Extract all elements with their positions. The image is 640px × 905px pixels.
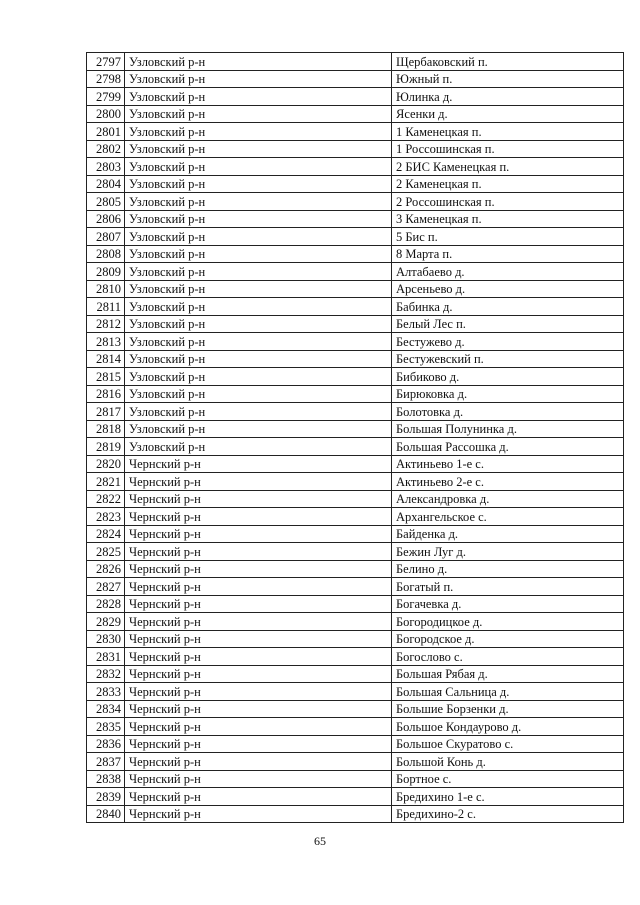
row-number: 2836 [87, 735, 125, 753]
settlement-cell: Щербаковский п. [392, 53, 624, 71]
table-row [87, 88, 624, 106]
table-row [87, 718, 624, 736]
settlement-cell: Южный п. [392, 70, 624, 88]
district-cell: Чернский р-н [125, 473, 392, 491]
table-row [87, 613, 624, 631]
settlement-cell: Бортное с. [392, 770, 624, 788]
table-row [87, 315, 624, 333]
settlement-cell: 2 БИС Каменецкая п. [392, 158, 624, 176]
table-row [87, 403, 624, 421]
table-row [87, 788, 624, 806]
settlement-cell: Большая Рябая д. [392, 665, 624, 683]
row-number: 2825 [87, 543, 125, 561]
settlement-cell: 5 Бис п. [392, 228, 624, 246]
district-cell: Узловский р-н [125, 315, 392, 333]
table-row [87, 578, 624, 596]
district-cell: Узловский р-н [125, 333, 392, 351]
table-row [87, 455, 624, 473]
district-cell: Узловский р-н [125, 368, 392, 386]
settlement-cell: Арсеньево д. [392, 280, 624, 298]
table-body [87, 53, 624, 823]
row-number: 2807 [87, 228, 125, 246]
settlement-cell: Большой Конь д. [392, 753, 624, 771]
table-row [87, 543, 624, 561]
district-cell: Чернский р-н [125, 613, 392, 631]
table-row [87, 438, 624, 456]
settlement-cell: Юлинка д. [392, 88, 624, 106]
row-number: 2814 [87, 350, 125, 368]
row-number: 2813 [87, 333, 125, 351]
table-row [87, 648, 624, 666]
district-cell: Узловский р-н [125, 298, 392, 316]
row-number: 2824 [87, 525, 125, 543]
row-number: 2808 [87, 245, 125, 263]
district-cell: Узловский р-н [125, 350, 392, 368]
district-cell: Узловский р-н [125, 403, 392, 421]
table-row [87, 770, 624, 788]
settlement-cell: 3 Каменецкая п. [392, 210, 624, 228]
settlement-cell: Болотовка д. [392, 403, 624, 421]
table-row [87, 700, 624, 718]
district-cell: Узловский р-н [125, 438, 392, 456]
row-number: 2812 [87, 315, 125, 333]
district-cell: Чернский р-н [125, 718, 392, 736]
district-cell: Чернский р-н [125, 508, 392, 526]
settlement-cell: Богородское д. [392, 630, 624, 648]
row-number: 2831 [87, 648, 125, 666]
district-cell: Узловский р-н [125, 175, 392, 193]
table-row [87, 473, 624, 491]
row-number: 2830 [87, 630, 125, 648]
district-cell: Узловский р-н [125, 158, 392, 176]
settlement-cell: Архангельское с. [392, 508, 624, 526]
district-cell: Узловский р-н [125, 88, 392, 106]
row-number: 2834 [87, 700, 125, 718]
table-row [87, 158, 624, 176]
row-number: 2815 [87, 368, 125, 386]
settlement-cell: Актиньево 2-е с. [392, 473, 624, 491]
district-cell: Чернский р-н [125, 700, 392, 718]
table-row [87, 508, 624, 526]
table-row [87, 140, 624, 158]
row-number: 2829 [87, 613, 125, 631]
settlement-cell: Богородицкое д. [392, 613, 624, 631]
row-number: 2820 [87, 455, 125, 473]
district-cell: Чернский р-н [125, 770, 392, 788]
district-cell: Узловский р-н [125, 140, 392, 158]
settlement-cell: Белый Лес п. [392, 315, 624, 333]
row-number: 2835 [87, 718, 125, 736]
settlement-cell: Бежин Луг д. [392, 543, 624, 561]
settlement-cell: Бибиково д. [392, 368, 624, 386]
row-number: 2821 [87, 473, 125, 491]
row-number: 2823 [87, 508, 125, 526]
district-cell: Узловский р-н [125, 280, 392, 298]
district-cell: Узловский р-н [125, 263, 392, 281]
district-cell: Узловский р-н [125, 123, 392, 141]
district-cell: Узловский р-н [125, 70, 392, 88]
district-cell: Чернский р-н [125, 735, 392, 753]
table-row [87, 490, 624, 508]
row-number: 2840 [87, 805, 125, 823]
settlement-cell: Бабинка д. [392, 298, 624, 316]
settlements-table [86, 52, 624, 823]
row-number: 2804 [87, 175, 125, 193]
settlement-cell: Бирюковка д. [392, 385, 624, 403]
settlement-cell: Большое Кондаурово д. [392, 718, 624, 736]
table-row [87, 175, 624, 193]
table-row [87, 70, 624, 88]
row-number: 2809 [87, 263, 125, 281]
district-cell: Чернский р-н [125, 648, 392, 666]
settlement-cell: Бредихино-2 с. [392, 805, 624, 823]
district-cell: Чернский р-н [125, 595, 392, 613]
district-cell: Чернский р-н [125, 630, 392, 648]
table-row [87, 595, 624, 613]
district-cell: Чернский р-н [125, 683, 392, 701]
district-cell: Узловский р-н [125, 385, 392, 403]
district-cell: Чернский р-н [125, 543, 392, 561]
settlement-cell: 8 Марта п. [392, 245, 624, 263]
table-row [87, 298, 624, 316]
row-number: 2833 [87, 683, 125, 701]
table-row [87, 368, 624, 386]
settlement-cell: Богачевка д. [392, 595, 624, 613]
row-number: 2828 [87, 595, 125, 613]
table-row [87, 560, 624, 578]
district-cell: Узловский р-н [125, 210, 392, 228]
table-row [87, 53, 624, 71]
row-number: 2827 [87, 578, 125, 596]
district-cell: Чернский р-н [125, 490, 392, 508]
row-number: 2806 [87, 210, 125, 228]
table-row [87, 333, 624, 351]
settlement-cell: Актиньево 1-е с. [392, 455, 624, 473]
row-number: 2838 [87, 770, 125, 788]
row-number: 2811 [87, 298, 125, 316]
table-row [87, 263, 624, 281]
row-number: 2797 [87, 53, 125, 71]
settlement-cell: Бредихино 1-е с. [392, 788, 624, 806]
table-row [87, 280, 624, 298]
settlement-cell: Белино д. [392, 560, 624, 578]
row-number: 2839 [87, 788, 125, 806]
district-cell: Чернский р-н [125, 805, 392, 823]
settlement-cell: Большая Рассошка д. [392, 438, 624, 456]
district-cell: Узловский р-н [125, 245, 392, 263]
row-number: 2805 [87, 193, 125, 211]
table-row [87, 525, 624, 543]
settlement-cell: Ясенки д. [392, 105, 624, 123]
district-cell: Узловский р-н [125, 105, 392, 123]
table-row [87, 228, 624, 246]
row-number: 2819 [87, 438, 125, 456]
table-row [87, 245, 624, 263]
row-number: 2816 [87, 385, 125, 403]
row-number: 2837 [87, 753, 125, 771]
settlement-cell: Большая Полунинка д. [392, 420, 624, 438]
table-row [87, 210, 624, 228]
row-number: 2818 [87, 420, 125, 438]
table-row [87, 420, 624, 438]
district-cell: Чернский р-н [125, 788, 392, 806]
row-number: 2800 [87, 105, 125, 123]
district-cell: Чернский р-н [125, 560, 392, 578]
settlement-cell: Алтабаево д. [392, 263, 624, 281]
table-row [87, 123, 624, 141]
table-row [87, 630, 624, 648]
settlement-cell: Бестужево д. [392, 333, 624, 351]
settlement-cell: Большая Сальница д. [392, 683, 624, 701]
settlement-cell: Богатый п. [392, 578, 624, 596]
settlement-cell: Большое Скуратово с. [392, 735, 624, 753]
row-number: 2799 [87, 88, 125, 106]
settlement-cell: Бестужевский п. [392, 350, 624, 368]
row-number: 2822 [87, 490, 125, 508]
settlement-cell: 1 Россошинская п. [392, 140, 624, 158]
row-number: 2803 [87, 158, 125, 176]
row-number: 2810 [87, 280, 125, 298]
table-row [87, 805, 624, 823]
district-cell: Чернский р-н [125, 578, 392, 596]
row-number: 2801 [87, 123, 125, 141]
district-cell: Чернский р-н [125, 525, 392, 543]
row-number: 2817 [87, 403, 125, 421]
table-row [87, 665, 624, 683]
district-cell: Чернский р-н [125, 753, 392, 771]
row-number: 2798 [87, 70, 125, 88]
table-row [87, 350, 624, 368]
settlement-cell: Байденка д. [392, 525, 624, 543]
page-number: 65 [314, 834, 326, 848]
district-cell: Узловский р-н [125, 53, 392, 71]
settlement-cell: Большие Борзенки д. [392, 700, 624, 718]
settlement-cell: 2 Россошинская п. [392, 193, 624, 211]
district-cell: Чернский р-н [125, 665, 392, 683]
row-number: 2832 [87, 665, 125, 683]
table-row [87, 193, 624, 211]
table-row [87, 105, 624, 123]
settlement-cell: 1 Каменецкая п. [392, 123, 624, 141]
table-row [87, 735, 624, 753]
district-cell: Узловский р-н [125, 420, 392, 438]
row-number: 2826 [87, 560, 125, 578]
table-row [87, 385, 624, 403]
table-row [87, 683, 624, 701]
district-cell: Чернский р-н [125, 455, 392, 473]
row-number: 2802 [87, 140, 125, 158]
district-cell: Узловский р-н [125, 193, 392, 211]
settlement-cell: 2 Каменецкая п. [392, 175, 624, 193]
settlement-cell: Богослово с. [392, 648, 624, 666]
settlement-cell: Александровка д. [392, 490, 624, 508]
table-row [87, 753, 624, 771]
district-cell: Узловский р-н [125, 228, 392, 246]
